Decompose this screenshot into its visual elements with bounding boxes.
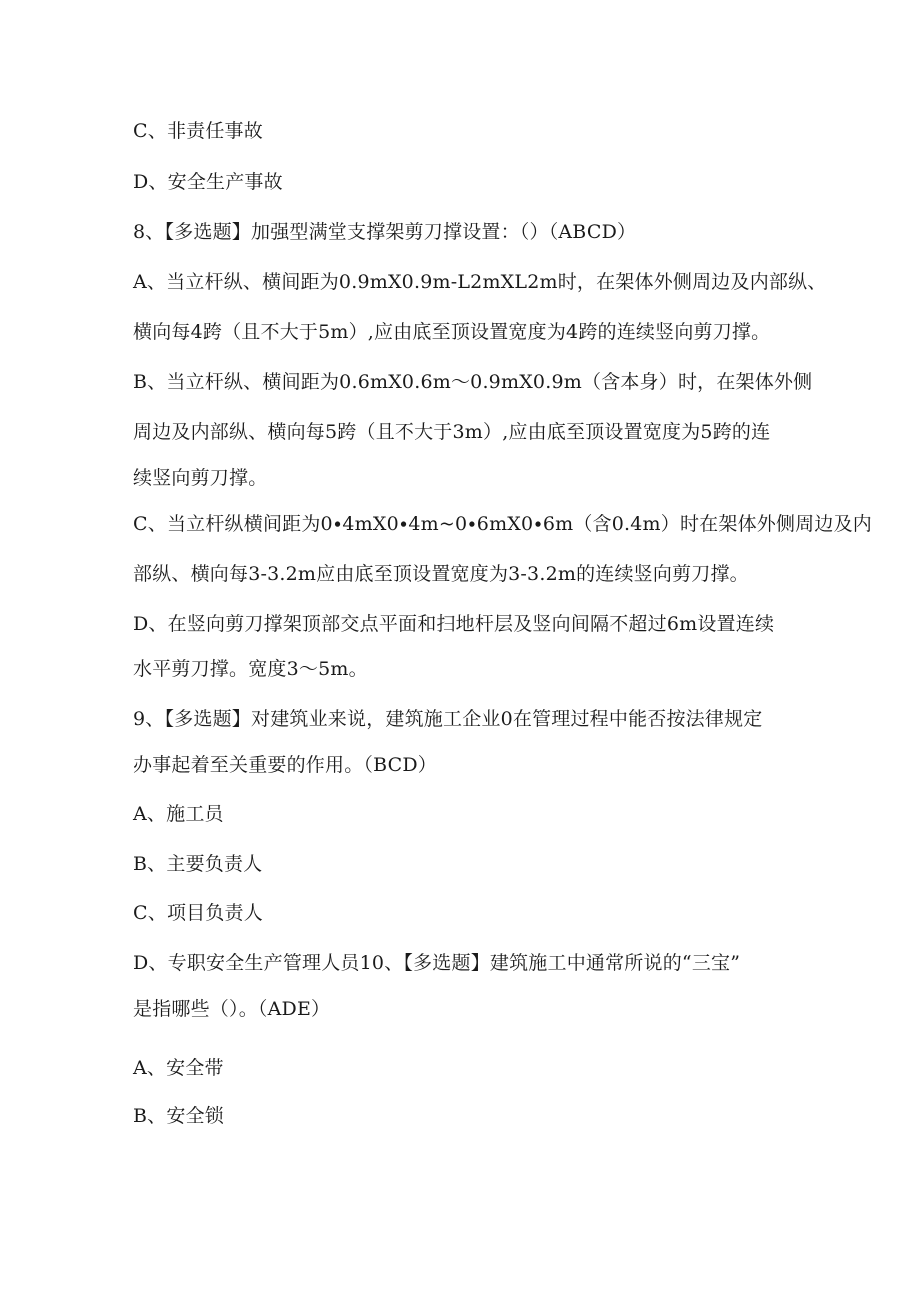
option-b-q8-line1: B、当立杆纵、横间距为0.6mX0.6m～0.9mX0.9m（含本身）时，在架体外侧 [133, 371, 813, 393]
option-b-q8-line2: 周边及内部纵、横向每5跨（且不大于3m）,应由底至顶设置宽度为5跨的连 [133, 421, 771, 443]
question-8-title: 8、【多选题】加强型满堂支撑架剪刀撑设置：（）（ABCD） [133, 221, 637, 243]
option-c-q8-line2: 部纵、横向每3-3.2m应由底至顶设置宽度为3-3.2m的连续竖向剪刀撑。 [133, 563, 749, 585]
option-d-q9-and-question-10: D、专职安全生产管理人员10、【多选题】建筑施工中通常所说的“三宝” [133, 952, 741, 974]
option-a-q10: A、安全带 [133, 1057, 224, 1079]
option-d-q8-line1: D、在竖向剪刀撑架顶部交点平面和扫地杆层及竖向间隔不超过6m设置连续 [133, 613, 775, 635]
question-9-title-line1: 9、【多选题】对建筑业来说，建筑施工企业0在管理过程中能否按法律规定 [133, 708, 763, 730]
question-10-title-line2: 是指哪些（）。（ADE） [133, 998, 331, 1020]
option-d-q8-line2: 水平剪刀撑。宽度3～5m。 [133, 658, 368, 680]
option-d-q7: D、安全生产事故 [133, 171, 283, 193]
option-c-q9: C、项目负责人 [133, 902, 263, 924]
option-c-q8-line1: C、当立杆纵横间距为0∙4mX0∙4m~0∙6mX0∙6m（含0.4m）时在架体外侧周边及内 [133, 513, 872, 535]
option-b-q10: B、安全锁 [133, 1105, 224, 1127]
option-b-q9: B、主要负责人 [133, 853, 263, 875]
option-a-q8-line2: 横向每4跨（且不大于5m）,应由底至顶设置宽度为4跨的连续竖向剪刀撑。 [133, 321, 771, 343]
option-a-q9: A、施工员 [133, 803, 224, 825]
option-a-q8-line1: A、当立杆纵、横间距为0.9mX0.9m-L2mXL2m时，在架体外侧周边及内部纵、 [133, 271, 827, 293]
question-9-title-line2: 办事起着至关重要的作用。（BCD） [133, 754, 437, 776]
option-b-q8-line3: 续竖向剪刀撑。 [133, 467, 268, 489]
option-c-q7: C、非责任事故 [133, 120, 263, 142]
